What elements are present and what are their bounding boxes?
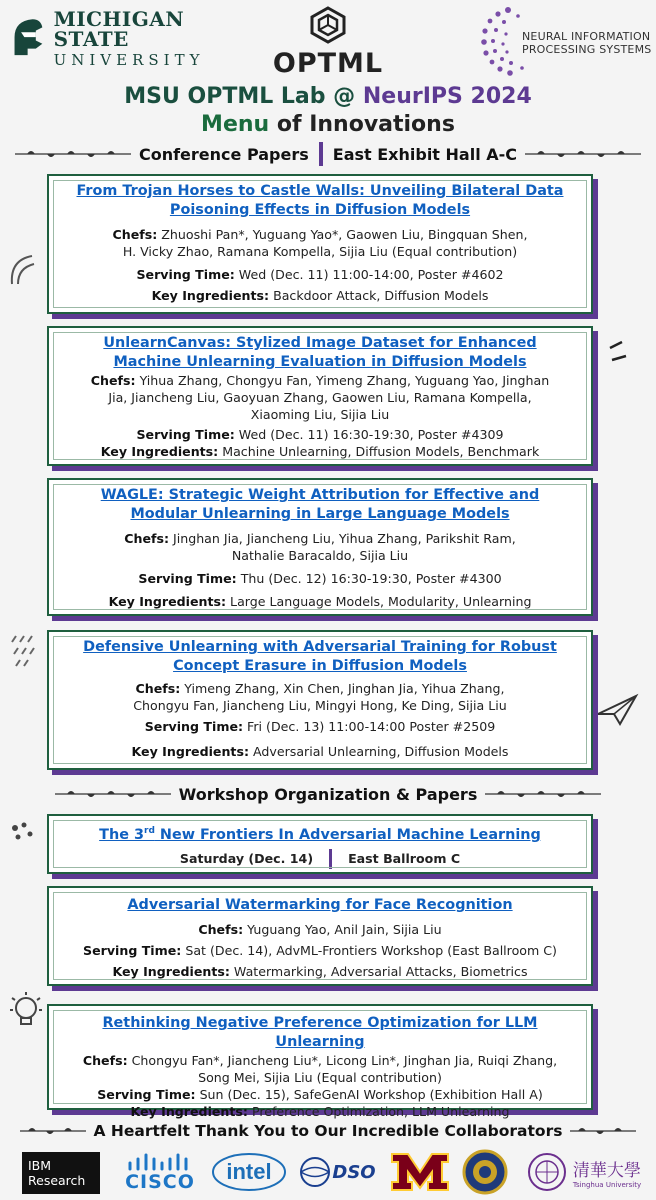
swirl-doodle-icon: [6, 250, 40, 290]
msu-name: MICHIGAN STATE: [53, 6, 185, 51]
vine-left-icon: [53, 787, 173, 801]
title-rest: of Innovations: [269, 112, 455, 137]
title-lab: MSU OPTML Lab @: [124, 84, 363, 109]
paper-title-cont[interactable]: Concept Erasure in Diffusion Models: [173, 658, 467, 674]
neurips-line1: NEURAL INFORMATION: [522, 30, 651, 43]
serving-label: Serving Time:: [136, 267, 235, 282]
ingredients-label: Key Ingredients:: [108, 594, 227, 609]
dash-doodle-icon: [606, 338, 630, 368]
workshop-org-card: [47, 814, 593, 874]
paper-chefs: [57, 921, 583, 938]
intel-word: intel: [226, 1159, 272, 1184]
chefs-text: Jinghan Jia, Jiancheng Liu, Yihua Zhang, Parikshit Ram,: [169, 531, 516, 546]
lightbulb-icon: [8, 990, 44, 1030]
serving-text: Fri (Dec. 13) 11:00-14:00 Poster #2509: [243, 719, 496, 734]
cisco-word: CISCO: [125, 1171, 195, 1193]
paper-serving: [57, 426, 583, 443]
paper-ingredients: [57, 593, 583, 610]
cisco-bars-icon: [125, 1151, 195, 1171]
page-subtitle: [0, 112, 656, 137]
paper-chefs-cont: H. Vicky Zhao, Ramana Kompella, Sijia Liu (Equal contribution): [122, 244, 518, 259]
chefs-text: Yimeng Zhang, Xin Chen, Jinghan Jia, Yihua Zhang,: [180, 681, 505, 696]
serving-text: Sat (Dec. 14), AdvML-Frontiers Workshop (East Ballroom C): [181, 943, 557, 958]
workshop-title-post: New Frontiers In Adversarial Machine Learning: [154, 826, 541, 843]
vine-left-icon: [13, 147, 133, 161]
ibm-line2: Research: [28, 1173, 86, 1188]
workshop-paper-card: [47, 1004, 593, 1119]
workshop-title-sup: rd: [144, 826, 155, 836]
ingredients-label: Key Ingredients:: [100, 444, 219, 459]
serving-label: Serving Time:: [136, 427, 235, 442]
chefs-label: Chefs:: [198, 922, 244, 937]
dots-doodle-icon: [10, 820, 40, 844]
paper-title-cont[interactable]: Machine Unlearning Evaluation in Diffusion Models: [113, 354, 527, 370]
serving-text: Thu (Dec. 12) 16:30-19:30, Poster #4300: [236, 571, 502, 586]
title-conf: NeurIPS 2024: [362, 84, 532, 109]
thanks-row: [0, 1118, 656, 1144]
workshop-location: East Ballroom C: [348, 851, 461, 867]
paper-ingredients: [57, 963, 583, 980]
ingredients-text: Preference Optimization, LLM Unlearning: [247, 1104, 510, 1119]
ingredients-label: Key Ingredients:: [151, 288, 270, 303]
vine-right-icon: [568, 1124, 638, 1138]
paper-chefs: [57, 226, 583, 243]
chefs-label: Chefs:: [90, 373, 136, 388]
ibm-research-logo: [22, 1152, 100, 1194]
chefs-text: Yuguang Yao, Anil Jain, Sijia Liu: [243, 922, 442, 937]
neurips-line2: PROCESSING SYSTEMS: [522, 43, 652, 56]
collaborator-logos: [0, 1148, 656, 1198]
paper-chefs-cont2: Xiaoming Liu, Sijia Liu: [250, 407, 390, 422]
thanks-text: A Heartfelt Thank You to Our Incredible Collaborators: [93, 1122, 563, 1140]
paper-serving: [57, 942, 583, 959]
chefs-text: Chongyu Fan*, Jiancheng Liu*, Licong Lin*, Jinghan Jia, Ruiqi Zhang,: [127, 1053, 558, 1068]
spartan-helmet-icon: [8, 11, 46, 65]
vine-right-icon: [523, 147, 643, 161]
intel-swoosh-icon: [210, 1148, 288, 1194]
dso-word: DSO: [332, 1161, 376, 1183]
chefs-label: Chefs:: [135, 681, 181, 696]
ingredients-text: Large Language Models, Modularity, Unlearning: [226, 594, 532, 609]
minnesota-logo: [388, 1148, 452, 1196]
chefs-label: Chefs:: [124, 531, 169, 546]
optml-logo: [268, 6, 388, 78]
tsinghua-seal-icon: [527, 1152, 567, 1192]
workshop-details: [57, 849, 583, 869]
paper-chefs: [57, 1052, 583, 1069]
optml-hexagon-icon: [308, 6, 348, 44]
paper-chefs-cont: Nathalie Baracaldo, Sijia Liu: [231, 548, 409, 563]
paper-chefs: [57, 530, 583, 547]
ingredients-text: Adversarial Unlearning, Diffusion Models: [248, 744, 509, 759]
ingredients-text: Machine Unlearning, Diffusion Models, Benchmark: [218, 444, 540, 459]
tsinghua-word: 清華大學: [572, 1160, 641, 1181]
section-divider: [319, 142, 323, 166]
workshop-date: Saturday (Dec. 14): [179, 851, 314, 867]
vine-left-icon: [18, 1124, 88, 1138]
msu-logo: [8, 6, 228, 69]
intel-logo: [210, 1148, 288, 1196]
workshop-section-header: [0, 780, 656, 808]
workshop-paper-card: [47, 886, 593, 986]
paper-title[interactable]: Adversarial Watermarking for Face Recognition: [127, 897, 513, 913]
paper-chefs-cont: Chongyu Fan, Jiancheng Liu, Mingyi Hong, Ke Ding, Sijia Liu: [133, 698, 507, 713]
paper-serving: [57, 1086, 583, 1103]
title-menu: Menu: [201, 112, 270, 137]
serving-text: Sun (Dec. 15), SafeGenAI Workshop (Exhibition Hall A): [195, 1087, 543, 1102]
msu-university: UNIVERSITY: [53, 50, 205, 69]
cisco-logo: [118, 1148, 202, 1196]
workshop-label: Workshop Organization & Papers: [178, 784, 478, 804]
ingredients-label: Key Ingredients:: [112, 964, 230, 979]
chefs-text: Yihua Zhang, Chongyu Fan, Yimeng Zhang, Yuguang Yao, Jinghan: [135, 373, 550, 388]
paper-title[interactable]: Rethinking Negative Preference Optimization for LLM Unlearning: [102, 1015, 538, 1050]
serving-label: Serving Time:: [138, 571, 237, 586]
paper-title[interactable]: WAGLE: Strategic Weight Attribution for Effective and: [100, 487, 540, 503]
paper-serving: [57, 570, 583, 587]
paper-card: [47, 478, 593, 616]
conference-section-header: [0, 140, 656, 168]
paper-card: [47, 174, 593, 314]
ingredients-label: Key Ingredients:: [131, 744, 249, 759]
ingredients-label: Key Ingredients:: [130, 1104, 248, 1119]
serving-text: Wed (Dec. 11) 11:00-14:00, Poster #4602: [234, 267, 504, 282]
rain-doodle-icon: [10, 632, 40, 668]
ingredients-text: Backdoor Attack, Diffusion Models: [269, 288, 489, 303]
paper-plane-icon: [596, 692, 640, 728]
serving-text: Wed (Dec. 11) 16:30-19:30, Poster #4309: [234, 427, 504, 442]
paper-ingredients: [57, 743, 583, 760]
dso-globe-icon: [298, 1155, 332, 1189]
paper-chefs: [57, 680, 583, 697]
university-seal-logo: [460, 1148, 510, 1196]
paper-serving: [57, 718, 583, 735]
serving-label: Serving Time:: [97, 1087, 196, 1102]
tsinghua-sub: Tsinghua University: [572, 1180, 642, 1189]
chefs-text: Zhuoshi Pan*, Yuguang Yao*, Gaowen Liu, Bingquan Shen,: [157, 227, 528, 242]
section-divider: [329, 849, 332, 869]
paper-title-cont[interactable]: Poisoning Effects in Diffusion Models: [169, 202, 471, 218]
workshop-title[interactable]: [57, 822, 583, 845]
paper-card: [47, 630, 593, 770]
tsinghua-logo: [516, 1148, 652, 1196]
paper-chefs-cont: Jia, Jiancheng Liu, Gaoyuan Zhang, Gaowen Liu, Ramana Kompella,: [108, 390, 532, 405]
paper-title[interactable]: Defensive Unlearning with Adversarial Training for Robust: [83, 639, 557, 655]
paper-title[interactable]: UnlearnCanvas: Stylized Image Dataset for Enhanced: [103, 335, 537, 351]
paper-title-cont[interactable]: Modular Unlearning in Large Language Models: [130, 506, 510, 522]
conference-papers-label: Conference Papers: [138, 144, 309, 164]
paper-chefs-cont: Song Mei, Sijia Liu (Equal contribution): [198, 1070, 442, 1085]
serving-label: Serving Time:: [83, 943, 182, 958]
paper-card: [47, 326, 593, 466]
vine-right-icon: [483, 787, 603, 801]
neurips-logo: [478, 4, 654, 80]
conference-location: East Exhibit Hall A-C: [332, 144, 518, 164]
dso-logo: [298, 1148, 376, 1196]
paper-title[interactable]: From Trojan Horses to Castle Walls: Unveiling Bilateral Data: [76, 183, 564, 199]
page-title: [0, 84, 656, 109]
paper-chefs: [57, 372, 583, 389]
minnesota-m-icon: [390, 1150, 450, 1194]
chefs-label: Chefs:: [112, 227, 158, 242]
seal-icon: [462, 1149, 508, 1195]
workshop-title-pre: The 3: [99, 826, 144, 843]
ibm-line1: IBM: [28, 1158, 52, 1173]
optml-wordmark: OPTML: [272, 48, 384, 79]
ingredients-text: Watermarking, Adversarial Attacks, Biometrics: [229, 964, 528, 979]
paper-ingredients: [57, 443, 583, 460]
paper-serving: [57, 266, 583, 283]
paper-ingredients: [57, 287, 583, 304]
serving-label: Serving Time:: [144, 719, 244, 734]
chefs-label: Chefs:: [82, 1053, 128, 1068]
